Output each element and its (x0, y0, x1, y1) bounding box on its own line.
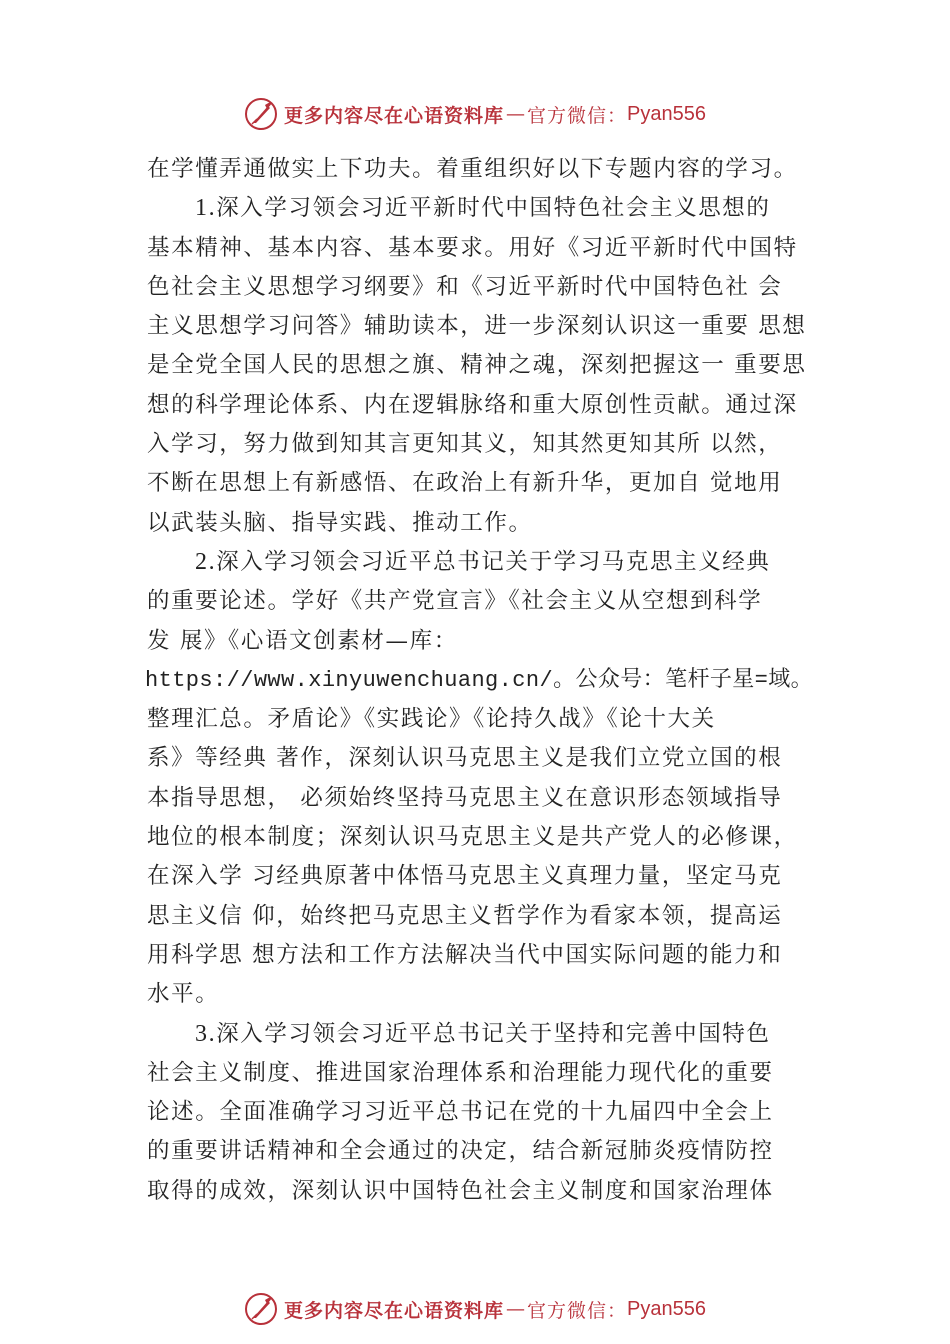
document-body (147, 150, 837, 1211)
body-line: 在深入学 习经典原著中体悟马克思主义真理力量，坚定马克 (147, 863, 783, 890)
body-line: 的重要讲话精神和全会通过的决定，结合新冠肺炎疫情防控 (147, 1138, 774, 1165)
body-line: 思主义信 仰，始终把马克思主义哲学作为看家本领，提高运 (147, 902, 783, 929)
header-brand: 更多内容尽在心语资料库 (284, 104, 505, 127)
section-number: 3. (195, 1020, 217, 1047)
body-line: 取得的成效，深刻认识中国特色社会主义制度和国家治理体 (147, 1177, 774, 1204)
footer-brand: 更多内容尽在心语资料库 (284, 1299, 505, 1322)
body-line: 想的科学理论体系、内在逻辑脉络和重大原创性贡献。通过深 (147, 391, 798, 418)
body-line: 用科学思 想方法和工作方法解决当代中国实际问题的能力和 (147, 941, 783, 968)
body-line: 不断在思想上有新感悟、在政治上有新升华，更加自 觉地用 (147, 470, 783, 497)
body-line: 地位的根本制度；深刻认识马克思主义是共产党人的必修课， (147, 824, 798, 851)
section-2-heading: 2.深入学习领会习近平总书记关于学习马克思主义经典 (195, 548, 771, 575)
header-banner (0, 92, 950, 136)
quill-pen-circle-icon (244, 1292, 278, 1326)
section-number: 1. (195, 195, 217, 222)
quill-pen-circle-icon (244, 97, 278, 131)
header-wechat-id: Pyan556 (627, 102, 706, 125)
body-line: 本指导思想， 必须始终坚持马克思主义在意识形态领域指导 (147, 784, 783, 811)
body-line: 以武装头脑、指导实践、推动工作。 (147, 509, 533, 536)
footer-banner (0, 1287, 950, 1331)
header-separator: — (506, 103, 526, 125)
body-line: 基本精神、基本内容、基本要求。用好《习近平新时代中国特 (147, 234, 798, 261)
header-wechat-label: 官方微信： (527, 104, 628, 127)
footer-wechat-id: Pyan556 (627, 1297, 706, 1320)
section-number: 2. (195, 548, 217, 575)
body-line-url: https://www.xinyuwenchuang.cn/。公众号：笔杆子星=域。 (145, 667, 814, 693)
body-line: 的重要论述。学好《共产党宣言》《社会主义从空想到科学 (147, 588, 763, 615)
body-line: 主义思想学习问答》辅助读本，进一步深刻认识这一重要 思想 (147, 313, 807, 340)
section-1-heading: 1.深入学习领会习近平新时代中国特色社会主义思想的 (195, 195, 771, 222)
body-line: 入学习，努力做到知其言更知其义，知其然更知其所 以然， (147, 431, 783, 458)
body-line: 系》等经典 著作，深刻认识马克思主义是我们立党立国的根 (147, 745, 783, 772)
footer-wechat-label: 官方微信： (527, 1299, 628, 1322)
body-line: 整理汇总。矛盾论》《实践论》《论持久战》《论十大关 (147, 706, 716, 733)
body-line: 在学懂弄通做实上下功夫。着重组织好以下专题内容的学习。 (147, 156, 798, 182)
body-line: 水平。 (147, 981, 220, 1008)
body-line: 是全党全国人民的思想之旗、精神之魂，深刻把握这一 重要思 (147, 352, 807, 379)
body-line: 社会主义制度、推进国家治理体系和治理能力现代化的重要 (147, 1059, 774, 1086)
body-line: 色社会主义思想学习纲要》和《习近平新时代中国特色社 会 (147, 273, 783, 300)
footer-separator: — (506, 1298, 526, 1320)
body-line: 论述。全面准确学习习近平总书记在党的十九届四中全会上 (147, 1099, 774, 1126)
body-line: 发 展》《心语文创素材—库： (147, 627, 458, 654)
section-3-heading: 3.深入学习领会习近平总书记关于坚持和完善中国特色 (195, 1020, 771, 1047)
